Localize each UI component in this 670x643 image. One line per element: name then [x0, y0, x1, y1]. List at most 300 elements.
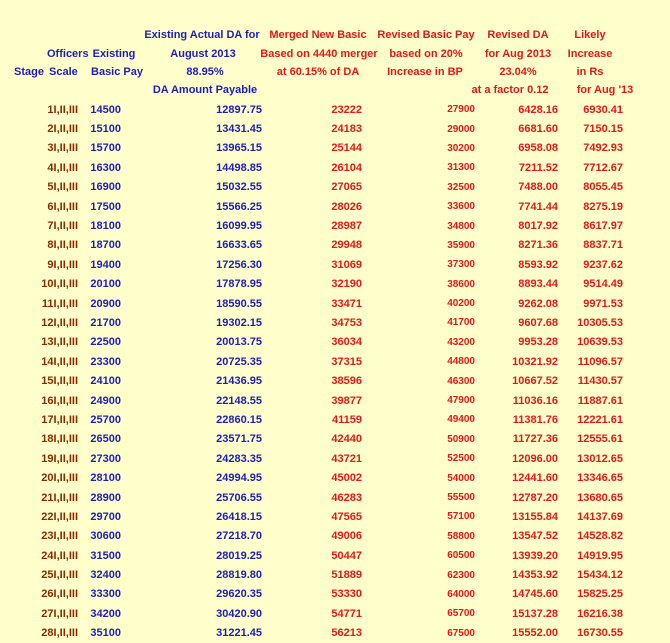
stage-scale-cell: [0, 488, 78, 507]
officer-scale: I,II,III: [53, 278, 78, 291]
revised-cell: 41700: [447, 317, 475, 329]
table-row: [0, 468, 623, 487]
table-row: [0, 275, 623, 294]
table-row: [0, 313, 623, 332]
rda-cell: 8271.36: [518, 239, 558, 252]
stage-scale-cell: [0, 255, 78, 274]
basic-cell: 15100: [90, 123, 121, 136]
stage-number: 15: [41, 375, 54, 388]
basic-cell: 18700: [90, 239, 121, 252]
officer-scale: I,II,III: [53, 316, 78, 329]
table-row: [0, 333, 623, 352]
header-da-line4: DA Amount Payable: [152, 84, 258, 96]
da-cell: 15566.25: [216, 200, 262, 213]
revised-cell: 35900: [447, 239, 475, 251]
merged-cell: 53330: [331, 588, 362, 601]
table-row: [0, 294, 623, 313]
officer-scale: I,II,III: [53, 220, 78, 233]
table-row: [0, 527, 623, 546]
stage-scale-cell: [0, 430, 78, 449]
header-likely-line1: Likely: [574, 29, 606, 41]
da-cell: 15032.55: [216, 181, 262, 194]
revised-cell: 55500: [447, 492, 475, 503]
merged-cell: 25144: [331, 142, 362, 155]
stage-scale-cell: [0, 624, 78, 643]
likely-cell: 9971.53: [583, 297, 623, 310]
da-cell: 24283.35: [216, 452, 262, 465]
rda-cell: 9607.68: [518, 316, 558, 329]
rda-cell: 10667.52: [512, 375, 558, 388]
stage-scale-cell: [0, 410, 78, 429]
stage-number: 20: [41, 472, 54, 485]
merged-cell: 49006: [331, 530, 362, 543]
revised-cell: 33600: [447, 201, 475, 213]
likely-cell: 12555.61: [577, 433, 623, 446]
header-merged-line1: Merged New Basic: [269, 29, 367, 41]
rda-cell: 13939.20: [512, 549, 558, 562]
stage-scale-cell: [0, 468, 78, 487]
basic-cell: 20900: [90, 297, 121, 310]
stage-scale-cell: [0, 507, 78, 526]
basic-cell: 19400: [90, 258, 121, 271]
header-da-line1: Existing Actual DA for: [144, 29, 260, 41]
stage-number: 12: [41, 316, 54, 329]
merged-cell: 31069: [331, 258, 362, 271]
rda-cell: 12096.00: [512, 452, 558, 465]
merged-cell: 51889: [331, 569, 362, 582]
officer-scale: I,II,III: [53, 142, 78, 155]
rda-cell: 15137.28: [512, 607, 558, 620]
likely-cell: 7150.15: [583, 123, 623, 136]
table-row: [0, 158, 623, 177]
header-scale: Scale: [49, 66, 78, 78]
stage-scale-cell: [0, 216, 78, 235]
stage-scale-cell: [0, 604, 78, 623]
rda-cell: 12441.60: [512, 472, 558, 485]
da-cell: 22860.15: [216, 413, 262, 426]
stage-number: 13: [41, 336, 54, 349]
revised-cell: 47900: [447, 395, 475, 407]
likely-cell: 6930.41: [583, 103, 623, 116]
header-existing: Existing: [92, 48, 136, 60]
stage-number: 27: [41, 607, 54, 620]
officer-scale: I,II,III: [53, 491, 78, 504]
da-cell: 13431.45: [216, 123, 262, 136]
da-cell: 29620.35: [216, 588, 262, 601]
header-basic-pay: Basic Pay: [91, 66, 143, 78]
officer-scale: I,II,III: [53, 510, 78, 523]
rda-cell: 12787.20: [512, 491, 558, 504]
likely-cell: 8617.97: [583, 220, 623, 233]
likely-cell: 16730.55: [577, 627, 623, 640]
merged-cell: 37315: [331, 355, 362, 368]
revised-cell: 62300: [447, 569, 475, 581]
likely-cell: 16216.38: [577, 607, 623, 620]
stage-number: 10: [41, 278, 54, 291]
officer-scale: I,II,III: [53, 336, 78, 349]
merged-cell: 24183: [331, 123, 362, 136]
likely-cell: 14919.95: [577, 549, 623, 562]
basic-cell: 16900: [90, 181, 121, 194]
stage-number: 24: [41, 549, 54, 562]
likely-cell: 7712.67: [583, 161, 623, 174]
da-cell: 28819.80: [216, 569, 262, 582]
da-cell: 31221.45: [216, 627, 262, 640]
stage-number: 28: [41, 627, 54, 640]
table-row: [0, 216, 623, 235]
basic-cell: 30600: [90, 530, 121, 543]
table-row: [0, 255, 623, 274]
likely-cell: 10639.53: [577, 336, 623, 349]
officer-scale: I,II,III: [53, 530, 78, 543]
rda-cell: 13547.52: [512, 530, 558, 543]
basic-cell: 33300: [90, 588, 121, 601]
likely-cell: 11430.57: [577, 375, 623, 388]
table-row: [0, 507, 623, 526]
likely-cell: 14137.69: [577, 510, 623, 523]
da-cell: 14498.85: [216, 161, 262, 174]
stage-number: 5: [47, 181, 54, 194]
header-revised-bp-line3: Increase in BP: [387, 66, 463, 78]
merged-cell: 43721: [331, 452, 362, 465]
header-likely-line3: in Rs: [576, 66, 604, 78]
merged-cell: 28987: [331, 220, 362, 233]
stage-scale-cell: [0, 333, 78, 352]
likely-cell: 9237.62: [583, 258, 623, 271]
basic-cell: 20100: [90, 278, 121, 291]
pay-table: [0, 100, 623, 643]
stage-scale-cell: [0, 449, 78, 468]
da-cell: 20013.75: [216, 336, 262, 349]
stage-scale-cell: [0, 527, 78, 546]
basic-cell: 18100: [90, 220, 121, 233]
da-cell: 19302.15: [216, 316, 262, 329]
likely-cell: 11096.57: [577, 355, 623, 368]
rda-cell: 9262.08: [518, 297, 558, 310]
header-likely-line2: Increase: [567, 48, 613, 60]
rda-cell: 9953.28: [518, 336, 558, 349]
officer-scale: I,II,III: [53, 375, 78, 388]
rda-cell: 14353.92: [512, 569, 558, 582]
da-cell: 24994.95: [216, 472, 262, 485]
rda-cell: 7488.00: [518, 181, 558, 194]
likely-cell: 13012.65: [577, 452, 623, 465]
basic-cell: 28900: [90, 491, 121, 504]
basic-cell: 23300: [90, 355, 121, 368]
table-row: [0, 565, 623, 584]
officer-scale: I,II,III: [53, 258, 78, 271]
officer-scale: I,II,III: [53, 200, 78, 213]
rda-cell: 8893.44: [518, 278, 558, 291]
stage-scale-cell: [0, 275, 78, 294]
da-cell: 25706.55: [216, 491, 262, 504]
da-cell: 26418.15: [216, 510, 262, 523]
likely-cell: 8055.45: [583, 181, 623, 194]
basic-cell: 15700: [90, 142, 121, 155]
stage-scale-cell: [0, 313, 78, 332]
merged-cell: 41159: [332, 413, 362, 426]
officer-scale: I,II,III: [53, 627, 78, 640]
stage-number: 21: [41, 491, 54, 504]
merged-cell: 27065: [331, 181, 362, 194]
revised-cell: 46300: [447, 375, 475, 387]
likely-cell: 11887.61: [577, 394, 623, 407]
da-cell: 20725.35: [216, 355, 262, 368]
revised-cell: 67500: [447, 627, 475, 639]
officer-scale: I,II,III: [53, 433, 78, 446]
stage-number: 3: [47, 142, 54, 155]
da-cell: 22148.55: [216, 394, 262, 407]
table-row: [0, 488, 623, 507]
stage-number: 11: [41, 297, 54, 310]
likely-cell: 15825.25: [577, 588, 623, 601]
revised-cell: 52500: [447, 453, 475, 465]
table-row: [0, 100, 623, 119]
basic-cell: 35100: [90, 627, 121, 640]
officer-scale: I,II,III: [53, 103, 78, 116]
officer-scale: I,II,III: [53, 123, 78, 136]
rda-cell: 11036.16: [512, 394, 558, 407]
header-likely-line4: for Aug '13: [576, 84, 634, 96]
da-cell: 27218.70: [216, 530, 262, 543]
merged-cell: 34753: [331, 316, 362, 329]
basic-cell: 29700: [90, 510, 121, 523]
basic-cell: 28100: [90, 472, 121, 485]
merged-cell: 23222: [331, 103, 362, 116]
table-row: [0, 371, 623, 390]
table-row: [0, 585, 623, 604]
revised-cell: 37300: [447, 259, 475, 271]
revised-cell: 64000: [447, 588, 475, 600]
merged-cell: 38596: [331, 375, 362, 388]
da-cell: 28019.25: [216, 549, 262, 562]
likely-cell: 9514.49: [583, 278, 623, 291]
likely-cell: 8837.71: [583, 239, 623, 252]
officer-scale: I,II,III: [53, 239, 78, 252]
table-row: [0, 430, 623, 449]
stage-number: 14: [41, 355, 54, 368]
rda-cell: 8017.92: [518, 220, 558, 233]
header-da-line2: August 2013: [170, 48, 236, 60]
officer-scale: I,II,III: [53, 549, 78, 562]
rda-cell: 7741.44: [518, 200, 558, 213]
header-officers: Officers: [47, 48, 89, 60]
basic-cell: 17500: [90, 200, 121, 213]
rda-cell: 7211.52: [518, 161, 558, 174]
basic-cell: 16300: [90, 161, 121, 174]
header-revised-bp-line1: Revised Basic Pay: [377, 29, 475, 41]
stage-number: 19: [41, 452, 54, 465]
merged-cell: 45002: [331, 472, 362, 485]
revised-cell: 32500: [447, 181, 475, 193]
stage-scale-cell: [0, 546, 78, 565]
officer-scale: I,II,III: [53, 569, 78, 582]
stage-scale-cell: [0, 178, 78, 197]
basic-cell: 32400: [90, 569, 121, 582]
likely-cell: 8275.19: [583, 200, 623, 213]
rda-cell: 6681.60: [518, 123, 558, 136]
rda-cell: 15552.00: [512, 627, 558, 640]
stage-scale-cell: [0, 197, 78, 216]
officer-scale: I,II,III: [53, 452, 78, 465]
stage-number: 22: [41, 510, 54, 523]
revised-cell: 57100: [447, 511, 475, 523]
likely-cell: 13680.65: [577, 491, 623, 504]
stage-number: 23: [41, 530, 54, 543]
officer-scale: I,II,III: [53, 413, 78, 426]
revised-cell: 60500: [447, 550, 475, 562]
table-row: [0, 236, 623, 255]
revised-cell: 40200: [447, 298, 475, 310]
stage-scale-cell: [0, 139, 78, 158]
basic-cell: 21700: [90, 316, 121, 329]
likely-cell: 12221.61: [577, 413, 623, 426]
stage-number: 25: [41, 569, 54, 582]
header-revised-da-line2: for Aug 2013: [484, 48, 552, 60]
merged-cell: 29948: [331, 239, 362, 252]
da-cell: 12897.75: [216, 103, 262, 116]
da-cell: 13965.15: [216, 142, 262, 155]
merged-cell: 42440: [331, 433, 362, 446]
da-cell: 23571.75: [216, 433, 262, 446]
header-revised-bp-line2: based on 20%: [389, 48, 463, 60]
table-row: [0, 410, 623, 429]
stage-number: 26: [41, 588, 54, 601]
revised-cell: 65700: [447, 608, 475, 620]
stage-scale-cell: [0, 100, 78, 119]
likely-cell: 7492.93: [583, 142, 623, 155]
stage-number: 7: [47, 220, 54, 233]
officer-scale: I,II,III: [53, 161, 78, 174]
table-row: [0, 178, 623, 197]
da-cell: 18590.55: [216, 297, 262, 310]
likely-cell: 10305.53: [577, 316, 623, 329]
stage-scale-cell: [0, 352, 78, 371]
stage-number: 17: [41, 413, 54, 426]
basic-cell: 34200: [90, 607, 121, 620]
table-row: [0, 119, 623, 138]
da-cell: 17878.95: [216, 278, 262, 291]
revised-cell: 34800: [447, 220, 475, 232]
header-revised-da-line1: Revised DA: [487, 29, 549, 41]
revised-cell: 38600: [447, 278, 475, 290]
da-cell: 16633.65: [216, 239, 262, 252]
merged-cell: 33471: [331, 297, 362, 310]
rda-cell: 8593.92: [518, 258, 558, 271]
basic-cell: 26500: [90, 433, 121, 446]
officer-scale: I,II,III: [53, 297, 78, 310]
rda-cell: 6428.16: [518, 103, 558, 116]
table-row: [0, 391, 623, 410]
revised-cell: 27900: [447, 104, 475, 116]
header-merged-line3: at 60.15% of DA: [276, 66, 360, 78]
likely-cell: 14528.82: [577, 530, 623, 543]
header-revised-da-line4: at a factor 0.12: [471, 84, 549, 96]
merged-cell: 36034: [331, 336, 362, 349]
merged-cell: 54771: [331, 607, 362, 620]
table-row: [0, 139, 623, 158]
table-row: [0, 449, 623, 468]
rda-cell: 10321.92: [512, 355, 558, 368]
rda-cell: 13155.84: [512, 510, 558, 523]
officer-scale: I,II,III: [53, 394, 78, 407]
da-cell: 17256.30: [216, 258, 262, 271]
basic-cell: 22500: [90, 336, 121, 349]
rda-cell: 14745.60: [512, 588, 558, 601]
da-cell: 16099.95: [216, 220, 262, 233]
revised-cell: 50900: [447, 433, 475, 445]
header-merged-line2: Based on 4440 merger: [260, 48, 378, 60]
stage-scale-cell: [0, 565, 78, 584]
officer-scale: I,II,III: [53, 607, 78, 620]
revised-cell: 54000: [447, 472, 475, 484]
revised-cell: 31300: [447, 162, 475, 174]
revised-cell: 43200: [447, 336, 475, 348]
officer-scale: I,II,III: [53, 181, 78, 194]
rda-cell: 6958.08: [518, 142, 558, 155]
officer-scale: I,II,III: [53, 472, 78, 485]
basic-cell: 25700: [90, 413, 121, 426]
stage-scale-cell: [0, 119, 78, 138]
basic-cell: 14500: [90, 103, 121, 116]
stage-number: 18: [41, 433, 54, 446]
officer-scale: I,II,III: [53, 355, 78, 368]
revised-cell: 58800: [447, 530, 475, 542]
stage-scale-cell: [0, 158, 78, 177]
stage-number: 8: [47, 239, 54, 252]
header-stage: Stage: [14, 66, 44, 78]
merged-cell: 28026: [331, 200, 362, 213]
stage-scale-cell: [0, 391, 78, 410]
basic-cell: 27300: [90, 452, 121, 465]
header-revised-da-line3: 23.04%: [499, 66, 537, 78]
officer-scale: I,II,III: [53, 588, 78, 601]
stage-scale-cell: [0, 236, 78, 255]
merged-cell: 47565: [331, 510, 362, 523]
basic-cell: 24900: [90, 394, 121, 407]
table-row: [0, 624, 623, 643]
merged-cell: 32190: [331, 278, 362, 291]
revised-cell: 44800: [447, 356, 475, 368]
revised-cell: 49400: [447, 414, 475, 426]
rda-cell: 11381.76: [512, 413, 558, 426]
table-row: [0, 546, 623, 565]
revised-cell: 30200: [447, 142, 475, 154]
stage-number: 1: [47, 103, 54, 116]
basic-cell: 24100: [90, 375, 121, 388]
pay-table-body: [0, 100, 623, 643]
merged-cell: 26104: [331, 161, 362, 174]
stage-scale-cell: [0, 371, 78, 390]
basic-cell: 31500: [90, 549, 121, 562]
stage-number: 16: [41, 394, 54, 407]
merged-cell: 46283: [331, 491, 362, 504]
likely-cell: 13346.65: [577, 472, 623, 485]
revised-cell: 29000: [447, 123, 475, 135]
rda-cell: 11727.36: [512, 433, 558, 446]
table-row: [0, 604, 623, 623]
likely-cell: 15434.12: [577, 569, 623, 582]
merged-cell: 56213: [331, 627, 362, 640]
merged-cell: 39877: [331, 394, 362, 407]
table-row: [0, 352, 623, 371]
header-da-line3: 88.95%: [186, 66, 224, 78]
stage-number: 9: [47, 258, 54, 271]
stage-scale-cell: [0, 294, 78, 313]
table-row: [0, 197, 623, 216]
da-cell: 30420.90: [216, 607, 262, 620]
merged-cell: 50447: [331, 549, 362, 562]
